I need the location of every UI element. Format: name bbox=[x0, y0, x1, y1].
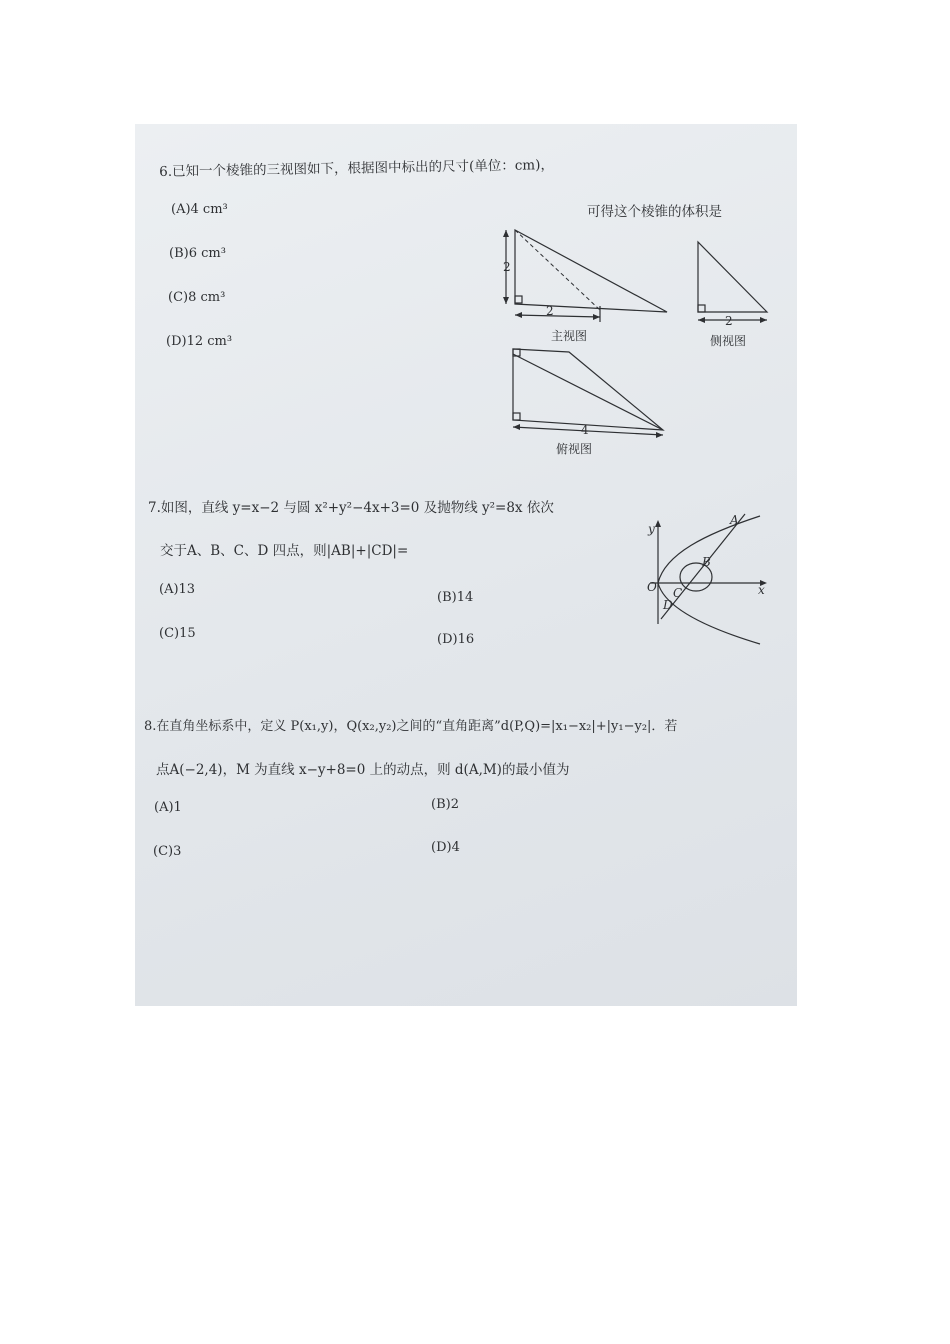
q8-option-c: (C)3 bbox=[153, 844, 182, 859]
q6-option-d: (D)12 cm³ bbox=[166, 334, 233, 349]
q7-origin-label: O bbox=[647, 580, 657, 594]
top-view-width-mark: 4 bbox=[581, 423, 589, 437]
q6-option-a: (A)4 cm³ bbox=[171, 202, 228, 217]
q8-option-d: (D)4 bbox=[431, 840, 460, 855]
side-view-width-mark: 2 bbox=[725, 314, 733, 328]
top-view-label: 俯视图 bbox=[556, 442, 593, 456]
q6-stem-line1: 6.已知一个棱锥的三视图如下，根据图中标出的尺寸(单位：cm)， bbox=[159, 157, 555, 180]
q7-point-c-label: C bbox=[673, 586, 683, 600]
q7-point-d-label: D bbox=[663, 598, 673, 612]
q7-point-a-label: A bbox=[730, 513, 739, 527]
q7-option-b: (B)14 bbox=[437, 590, 474, 605]
q7-stem-line2: 交于A、B、C、D 四点，则|AB|+|CD|= bbox=[160, 543, 409, 559]
q7-y-axis-label: y bbox=[648, 522, 655, 536]
q8-stem-line2: 点A(−2,4)，M 为直线 x−y+8=0 上的动点，则 d(A,M)的最小值为 bbox=[156, 762, 570, 778]
q8-option-a: (A)1 bbox=[154, 800, 182, 815]
q7-point-b-label: B bbox=[702, 555, 711, 569]
q7-option-c: (C)15 bbox=[159, 626, 196, 641]
front-view-width-mark: 2 bbox=[546, 304, 554, 318]
q6-option-c: (C)8 cm³ bbox=[168, 290, 226, 305]
front-view-height-mark: 2 bbox=[503, 260, 511, 274]
q7-graph bbox=[135, 124, 797, 1006]
q6-stem-line2: 可得这个棱锥的体积是 bbox=[587, 204, 722, 220]
q6-option-b: (B)6 cm³ bbox=[169, 246, 226, 261]
front-view-label: 主视图 bbox=[551, 329, 588, 343]
q7-option-d: (D)16 bbox=[437, 632, 475, 647]
q7-option-a: (A)13 bbox=[159, 582, 196, 597]
q7-x-axis-label: x bbox=[758, 583, 765, 597]
exam-paper-photo bbox=[135, 124, 797, 1006]
side-view-label: 侧视图 bbox=[710, 334, 747, 348]
q8-option-b: (B)2 bbox=[431, 797, 459, 812]
q8-stem-line1: 8.在直角坐标系中，定义 P(x₁,y)，Q(x₂,y₂)之间的“直角距离”d(P,Q)=|x₁−x₂|+|y₁−y₂|．若 bbox=[144, 719, 678, 734]
q7-stem-line1: 7.如图，直线 y=x−2 与圆 x²+y²−4x+3=0 及抛物线 y²=8x 依次 bbox=[148, 500, 554, 516]
